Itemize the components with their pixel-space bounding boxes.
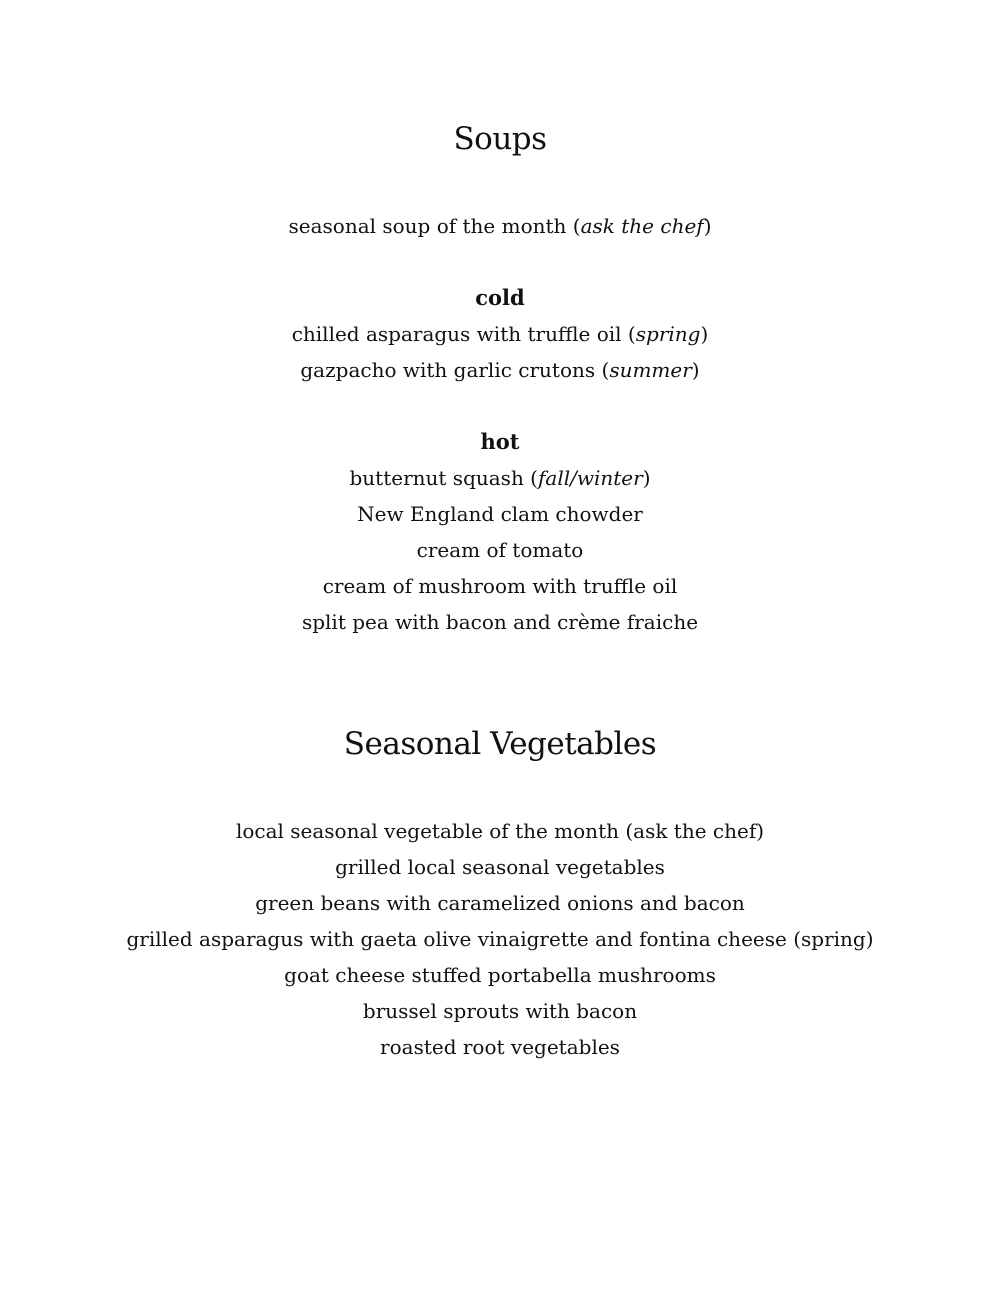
item-note: spring [635,322,701,346]
vegetable-item: goat cheese stuffed portabella mushrooms [284,963,716,987]
vegetable-item: grilled asparagus with gaeta olive vinaigrette and fontina cheese (spring) [126,927,874,951]
soups-intro-item [0,216,1000,236]
vegetables-title: Seasonal Vegetables [343,726,657,762]
vegetable-item: local seasonal vegetable of the month (ask the chef) [235,819,765,843]
item-close: ) [700,322,709,346]
item-close: ) [703,214,712,238]
item-text: seasonal soup of the month ( [288,214,581,238]
vegetable-item: brussel sprouts with bacon [362,999,638,1023]
cold-item-asparagus [0,324,1000,344]
hot-item-butternut [0,468,1000,488]
item-text: chilled asparagus with truffle oil ( [291,322,636,346]
item-note: summer [609,358,692,382]
item-note: fall/winter [538,466,643,490]
cold-heading: cold [475,285,525,310]
vegetable-item: grilled local seasonal vegetables [335,855,665,879]
cold-item-gazpacho [0,360,1000,380]
item-close: ) [691,358,700,382]
hot-heading: hot [480,429,520,454]
hot-item-chowder: New England clam chowder [357,502,643,526]
hot-item-split-pea: split pea with bacon and crème fraiche [301,610,699,634]
hot-item-mushroom: cream of mushroom with truffle oil [322,574,678,598]
item-text: butternut squash ( [349,466,538,490]
item-text: gazpacho with garlic crutons ( [300,358,610,382]
item-close: ) [642,466,651,490]
soups-title: Soups [453,121,547,157]
vegetable-item: green beans with caramelized onions and bacon [255,891,745,915]
hot-item-tomato: cream of tomato [416,538,584,562]
item-note: ask the chef [580,214,704,238]
vegetable-item: roasted root vegetables [380,1035,620,1059]
